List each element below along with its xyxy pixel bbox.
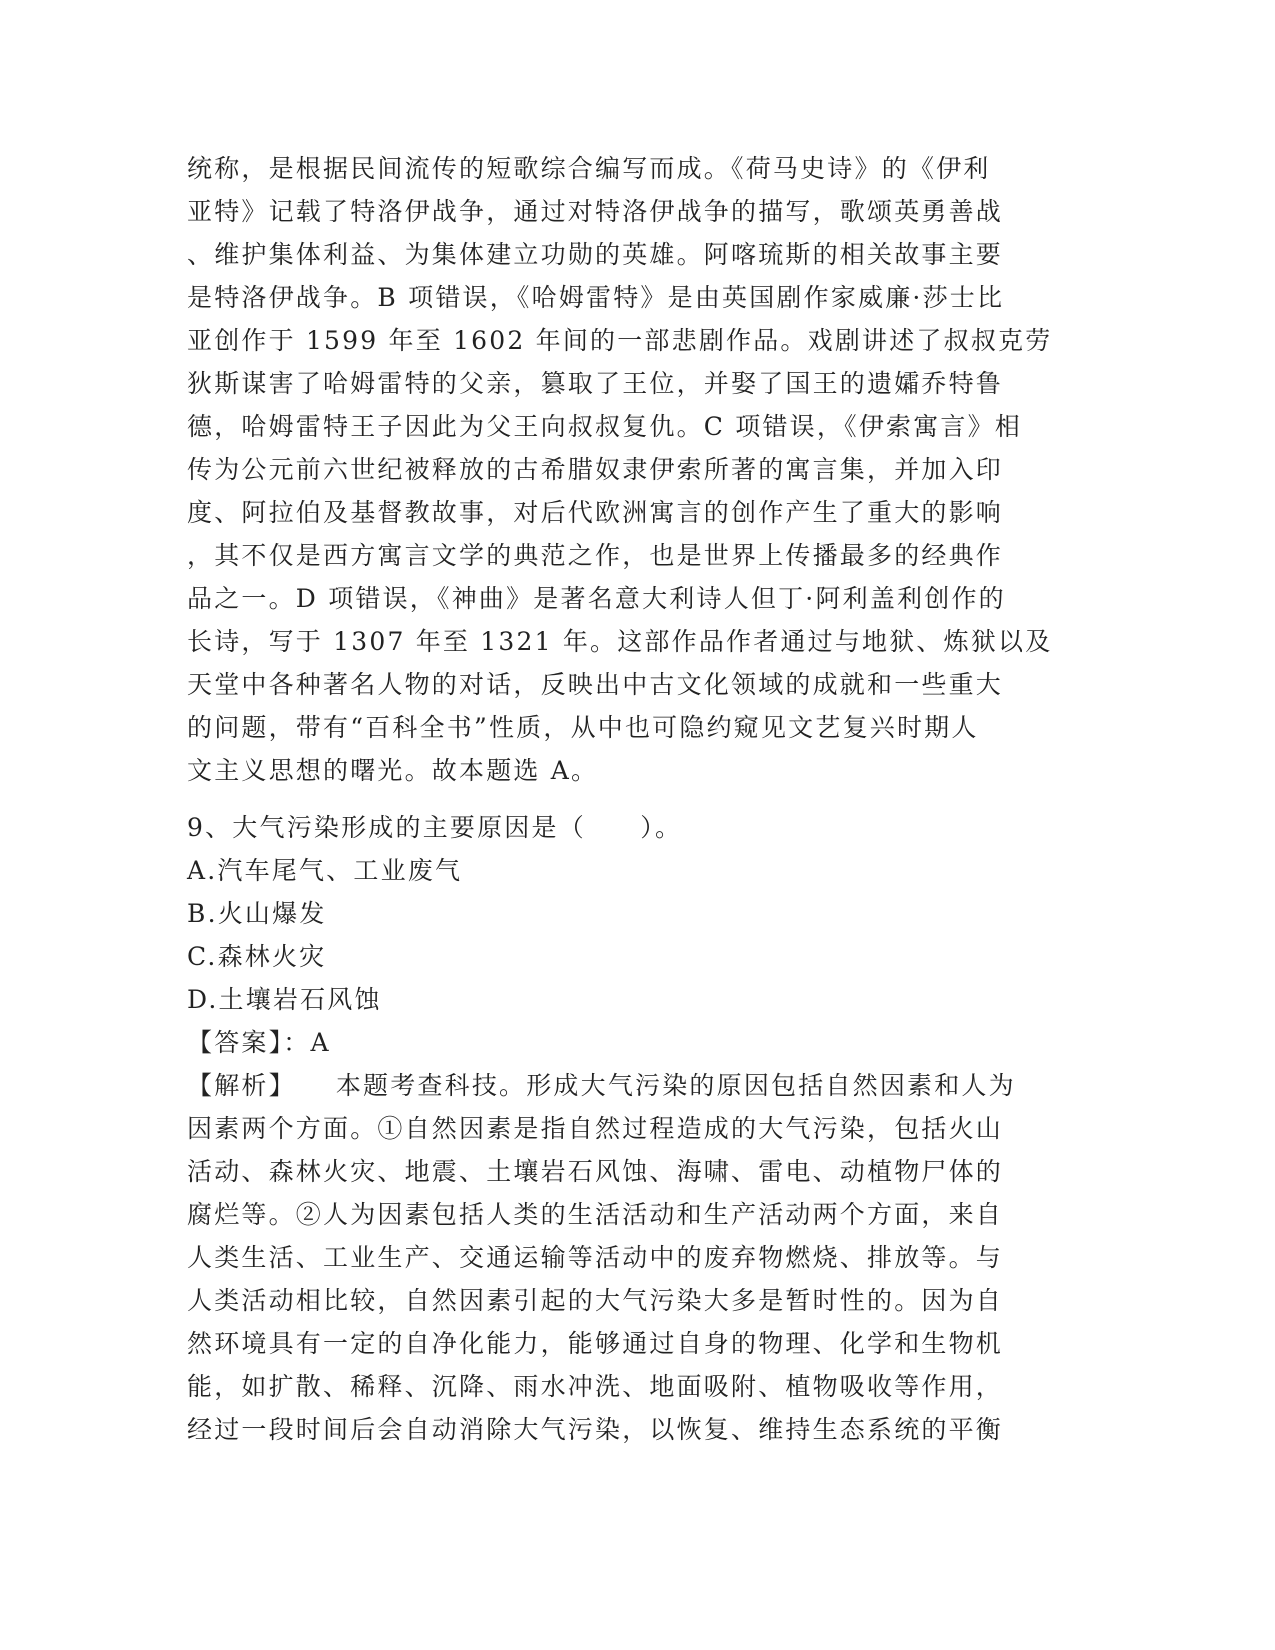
explanation-line: 传为公元前六世纪被释放的古希腊奴隶伊索所著的寓言集，并加入印: [187, 455, 1004, 484]
option-b: B.火山爆发: [187, 899, 327, 928]
explanation-line: 天堂中各种著名人物的对话，反映出中古文化领域的成就和一些重大: [187, 670, 1004, 699]
analysis-line: 腐烂等。②人为因素包括人类的生活活动和生产活动两个方面，来自: [187, 1200, 1004, 1229]
analysis-line: 本题考查科技。形成大气污染的原因包括自然因素和人为: [335, 1071, 1016, 1100]
analysis-line: 然环境具有一定的自净化能力，能够通过自身的物理、化学和生物机: [187, 1329, 1004, 1358]
explanation-line: 度、阿拉伯及基督教故事，对后代欧洲寓言的创作产生了重大的影响: [187, 498, 1004, 527]
explanation-line: 德，哈姆雷特王子因此为父王向叔叔复仇。C 项错误，《伊索寓言》相: [187, 412, 1022, 441]
question-stem: 9、大气污染形成的主要原因是（ ）。: [187, 813, 683, 842]
analysis-line: 能，如扩散、稀释、沉降、雨水冲洗、地面吸附、植物吸收等作用，: [187, 1372, 1004, 1401]
explanation-line: 亚特》记载了特洛伊战争，通过对特洛伊战争的描写，歌颂英勇善战: [187, 197, 1004, 226]
explanation-line: 亚创作于 1599 年至 1602 年间的一部悲剧作品。戏剧讲述了叔叔克劳: [187, 326, 1053, 355]
explanation-line: ，其不仅是西方寓言文学的典范之作，也是世界上传播最多的经典作: [187, 541, 1004, 570]
analysis-line: 经过一段时间后会自动消除大气污染，以恢复、维持生态系统的平衡: [187, 1415, 1004, 1444]
option-c: C.森林火灾: [187, 942, 327, 971]
analysis-first-line: [187, 1064, 1087, 1107]
explanation-line: 品之一。D 项错误，《神曲》是著名意大利诗人但丁·阿利盖利创作的: [187, 584, 1006, 613]
explanation-line: 、维护集体利益、为集体建立功勋的英雄。阿喀琉斯的相关故事主要: [187, 240, 1004, 269]
explanation-line: 统称，是根据民间流传的短歌综合编写而成。《荷马史诗》的《伊利: [187, 154, 991, 183]
explanation-line: 狄斯谋害了哈姆雷特的父亲，篡取了王位，并娶了国王的遗孀乔特鲁: [187, 369, 1004, 398]
explanation-line: 长诗，写于 1307 年至 1321 年。这部作品作者通过与地狱、炼狱以及: [187, 627, 1053, 656]
option-d: D.土壤岩石风蚀: [187, 985, 382, 1014]
analysis-line: 人类生活、工业生产、交通运输等活动中的废弃物燃烧、排放等。与: [187, 1243, 1004, 1272]
question-9: [187, 806, 1087, 1451]
answer-value: A: [310, 1028, 331, 1057]
answer-label: 【答案】：: [187, 1028, 311, 1057]
analysis-line: 活动、森林火灾、地震、土壤岩石风蚀、海啸、雷电、动植物尸体的: [187, 1157, 1004, 1186]
previous-explanation: [187, 147, 1087, 792]
explanation-line: 文主义思想的曙光。故本题选 A。: [187, 756, 599, 785]
analysis-label: 【解析】: [187, 1071, 296, 1100]
analysis-line: 人类活动相比较，自然因素引起的大气污染大多是暂时性的。因为自: [187, 1286, 1004, 1315]
answer-line: [187, 1021, 1087, 1064]
explanation-line: 的问题，带有“百科全书”性质，从中也可隐约窥见文艺复兴时期人: [187, 713, 979, 742]
explanation-line: 是特洛伊战争。B 项错误，《哈姆雷特》是由英国剧作家威廉·莎士比: [187, 283, 1005, 312]
analysis-line: 因素两个方面。①自然因素是指自然过程造成的大气污染，包括火山: [187, 1114, 1004, 1143]
option-a: A.汽车尾气、工业废气: [187, 856, 463, 885]
